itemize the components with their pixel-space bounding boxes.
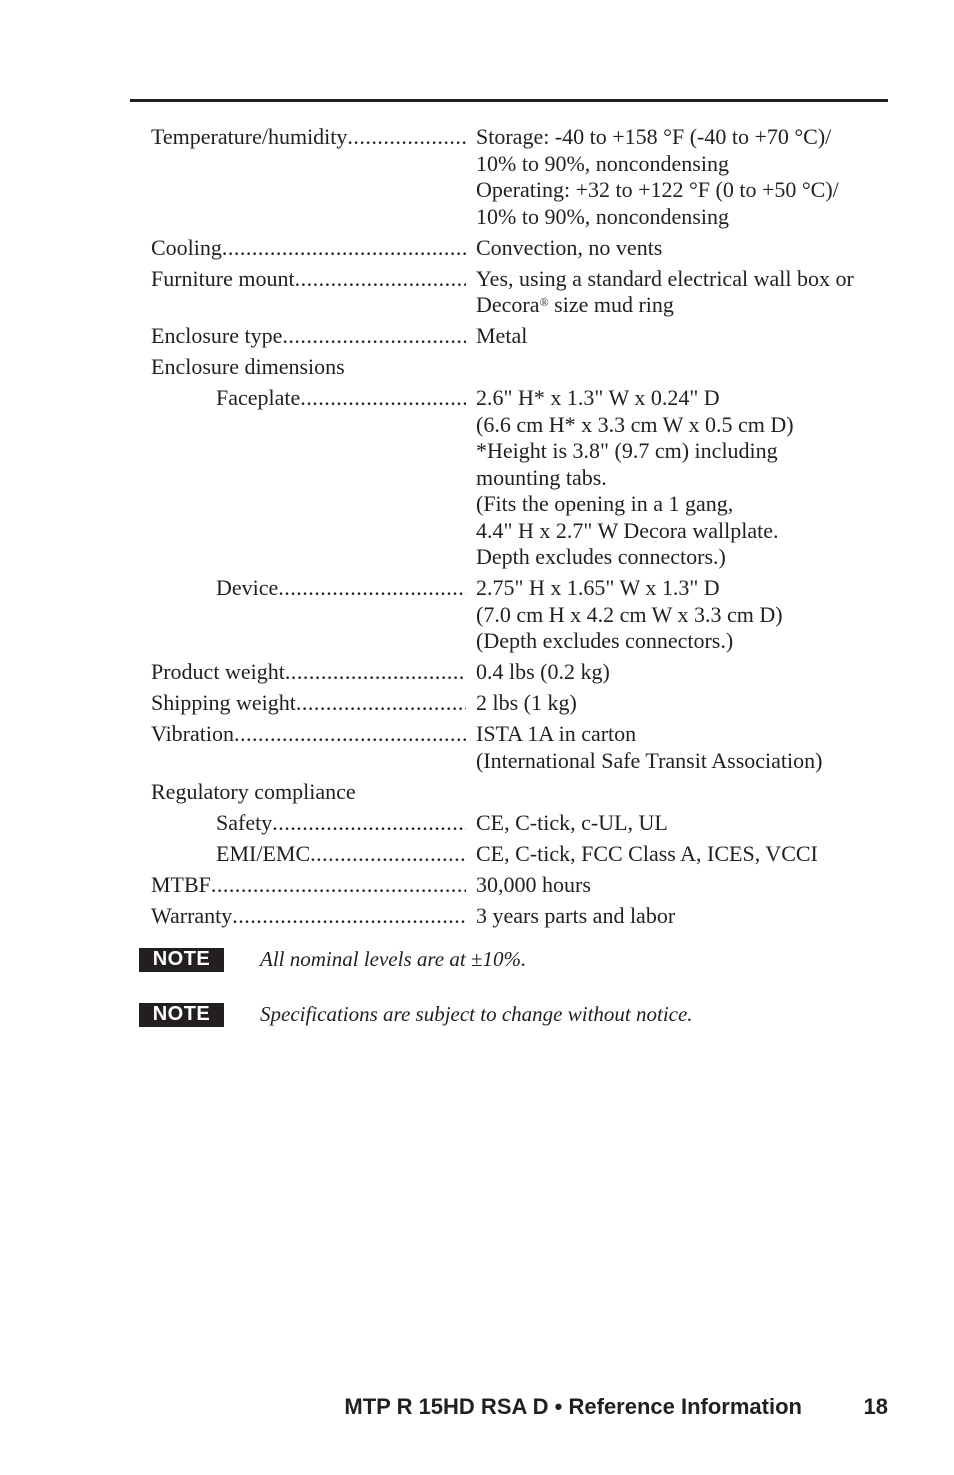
note-text: Specifications are subject to change without notice. [260, 1002, 693, 1026]
spec-row [151, 266, 888, 319]
spec-label-text: Vibration [151, 721, 234, 746]
spec-value-line: 10% to 90%, noncondensing [476, 203, 729, 229]
spec-row [151, 575, 888, 655]
spec-row [151, 690, 888, 717]
spec-value [476, 266, 888, 319]
dot-leader [296, 690, 466, 717]
spec-label-text: Faceplate [216, 385, 301, 410]
spec-label-text: EMI/EMC [216, 840, 311, 866]
spec-value-line: 4.4" H x 2.7" W Decora wallplate. [476, 517, 779, 543]
spec-label-text: Safety [216, 809, 273, 835]
spec-value [476, 872, 888, 899]
spec-label [151, 323, 466, 350]
spec-value [476, 385, 888, 571]
dot-leader [347, 124, 466, 151]
spec-label [151, 841, 466, 868]
spec-label [151, 266, 466, 293]
spec-row [151, 841, 888, 868]
spec-value-line: (Fits the opening in a 1 gang, [476, 491, 734, 516]
spec-value-line: 2 lbs (1 kg) [476, 690, 577, 715]
footer-title: MTP R 15HD RSA D • Reference Information [344, 1394, 802, 1419]
header-rule [130, 99, 888, 102]
note-2 [139, 1002, 693, 1027]
spec-label-text: Warranty [151, 902, 233, 928]
note-text: All nominal levels are at ±10%. [260, 947, 527, 971]
dot-leader [285, 659, 466, 686]
spec-value [476, 235, 888, 262]
spec-value-line: 2.6" H* x 1.3" W x 0.24" D [476, 385, 720, 410]
spec-value-line: Convection, no vents [476, 234, 663, 260]
spec-label-text: Shipping weight [151, 690, 296, 715]
dot-leader [211, 872, 466, 899]
spec-value [476, 690, 888, 717]
spec-value-line: Depth excludes connectors.) [476, 544, 726, 569]
spec-row [151, 354, 888, 381]
note-1 [139, 947, 526, 972]
spec-label [151, 385, 466, 412]
spec-value-line: (7.0 cm H x 4.2 cm W x 3.3 cm D) [476, 601, 783, 627]
dot-leader [222, 235, 466, 262]
spec-value-line: Operating: +32 to +122 °F (0 to +50 °C)/ [476, 177, 839, 202]
dot-leader [295, 266, 466, 293]
spec-label-text: Product weight [151, 659, 285, 684]
spec-label-text: MTBF [151, 871, 211, 897]
spec-label [151, 659, 466, 686]
spec-value-line: CE, C-tick, c-UL, UL [476, 809, 668, 835]
dot-leader [272, 810, 466, 837]
dot-leader [300, 385, 466, 412]
spec-value-line: Yes, using a standard electrical wall box or [476, 265, 854, 291]
spec-value-line: *Height is 3.8" (9.7 cm) including [476, 438, 778, 463]
spec-label-text: Regulatory compliance [151, 778, 356, 804]
note-badge: NOTE [139, 1003, 224, 1027]
spec-label-text: Enclosure dimensions [151, 354, 345, 379]
spec-label [151, 903, 466, 930]
spec-label [151, 124, 466, 151]
spec-label-text: Cooling [151, 234, 222, 260]
spec-row [151, 903, 888, 930]
spec-value [476, 810, 888, 837]
spec-value-line: 0.4 lbs (0.2 kg) [476, 659, 610, 684]
dot-leader [232, 903, 466, 930]
spec-label [151, 235, 466, 262]
spec-value-line: (Depth excludes connectors.) [476, 628, 734, 653]
spec-value-line: 10% to 90%, noncondensing [476, 150, 729, 176]
spec-value [476, 575, 888, 655]
spec-value-line: mounting tabs. [476, 464, 607, 490]
spec-value [476, 124, 888, 230]
spec-value-line: (6.6 cm H* x 3.3 cm W x 0.5 cm D) [476, 411, 794, 437]
spec-value-line: ISTA 1A in carton [476, 721, 637, 746]
spec-value-line: Storage: -40 to +158 °F (-40 to +70 °C)/ [476, 124, 832, 149]
spec-label [151, 721, 466, 748]
spec-value-line: 30,000 hours [476, 871, 591, 897]
dot-leader [282, 323, 466, 350]
spec-label [151, 354, 466, 381]
spec-label-text: Enclosure type [151, 323, 283, 348]
spec-label [151, 575, 466, 602]
spec-value-line: Metal [476, 323, 528, 348]
spec-label [151, 779, 466, 806]
spec-label [151, 810, 466, 837]
spec-row [151, 235, 888, 262]
spec-row [151, 124, 888, 230]
spec-value [476, 841, 888, 868]
spec-label [151, 872, 466, 899]
spec-row [151, 810, 888, 837]
spec-value [476, 659, 888, 686]
page-number: 18 [863, 1394, 888, 1419]
spec-label-text: Temperature/humidity [151, 124, 348, 149]
spec-value-line: Decora® size mud ring [476, 292, 674, 317]
dot-leader [310, 841, 466, 868]
spec-row [151, 659, 888, 686]
spec-value-line: CE, C-tick, FCC Class A, ICES, VCCI [476, 840, 818, 866]
spec-label-text: Device [216, 575, 279, 600]
spec-row [151, 323, 888, 350]
spec-row [151, 385, 888, 571]
dot-leader [278, 575, 466, 602]
spec-value [476, 903, 888, 930]
spec-label [151, 690, 466, 717]
spec-value-line: (International Safe Transit Association) [476, 747, 823, 773]
spec-value-line: 3 years parts and labor [476, 902, 676, 928]
spec-value-line: 2.75" H x 1.65" W x 1.3" D [476, 575, 720, 600]
spec-value [476, 721, 888, 774]
spec-row [151, 779, 888, 806]
spec-row [151, 721, 888, 774]
spec-value [476, 323, 888, 350]
specifications-list [151, 124, 888, 934]
spec-row [151, 872, 888, 899]
note-badge: NOTE [139, 948, 224, 972]
dot-leader [234, 721, 466, 748]
spec-label-text: Furniture mount [151, 265, 295, 291]
